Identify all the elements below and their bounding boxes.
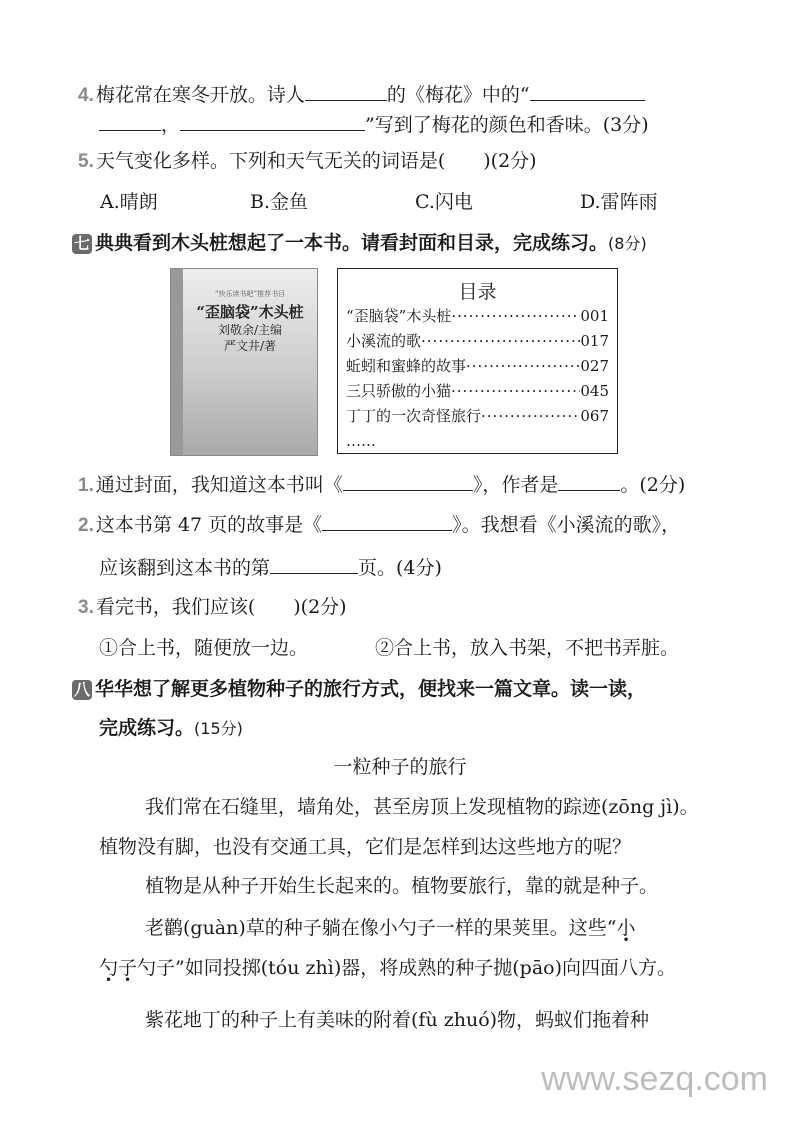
poet-blank[interactable]	[305, 80, 387, 101]
article-line: 勺子勺子”如同投掷(tóu zhì)器，将成熟的种子抛(pāo)向四面八方。	[99, 957, 676, 979]
poem-blank-1[interactable]	[530, 80, 645, 101]
section-badge: 八	[73, 679, 90, 699]
article-line: 紫花地丁的种子上有美味的附着(fù zhuó)物，蚂蚁们拖着种	[145, 1009, 650, 1031]
option-c[interactable]: C.闪电	[415, 191, 473, 213]
option-d[interactable]: D.雷阵雨	[580, 191, 658, 213]
option-1[interactable]: ①合上书，随便放一边。	[99, 637, 309, 659]
question-4: 4. 梅花常在寒冬开放。诗人 的《梅花》中的“	[78, 80, 645, 109]
story-blank[interactable]	[322, 510, 452, 531]
toc-row: 蚯蚓和蜜蜂的故事 ····· 027	[338, 354, 617, 379]
table-of-contents	[337, 268, 618, 454]
poem-blank-3[interactable]	[180, 110, 365, 131]
page-blank[interactable]	[270, 553, 358, 574]
option-a[interactable]: A.晴朗	[100, 191, 158, 213]
book-cover-image: “快乐读书吧”推荐书目 “歪脑袋”木头桩 刘敬余/主编 严文井/著	[170, 268, 318, 456]
toc-row: 丁丁的一次奇怪旅行 ····· 067	[338, 404, 617, 429]
option-2[interactable]: ②合上书，放入书架，不把书弄脏。	[375, 637, 680, 659]
section-8-heading: 八 华华想了解更多植物种子的旅行方式，便找来一篇文章。读一读，	[73, 678, 647, 700]
article-line: 植物是从种子开始生长起来的。植物要旅行，靠的就是种子。	[145, 875, 659, 897]
toc-row: 小溪流的歌 ····· 017	[338, 329, 617, 354]
poem-blank-2[interactable]	[99, 110, 161, 131]
section-8-heading-cont: 完成练习。(15分)	[99, 717, 243, 739]
article-line: 老鹳(guàn)草的种子躺在像小勺子一样的果荚里。这些“小	[145, 917, 636, 939]
section-7-heading: 七 典典看到木头桩想起了一本书。请看封面和目录，完成练习。(8分)	[73, 232, 647, 254]
s7-question-2-cont: 应该翻到这本书的第 页。(4分)	[99, 553, 442, 581]
s7-question-1: 1. 通过封面，我知道这本书叫《 》，作者是 。(2分)	[78, 470, 685, 499]
toc-heading: 目录	[458, 281, 497, 303]
question-5: 5. 天气变化多样。下列和天气无关的词语是( )(2分)	[78, 150, 537, 172]
s7-question-2: 2. 这本书第 47 页的故事是《 》。我想看《小溪流的歌》，	[78, 510, 680, 539]
book-spine	[171, 269, 183, 455]
question-4-cont: ， ”写到了梅花的颜色和香味。(3分)	[99, 110, 649, 138]
toc-row: 三只骄傲的小猫 ····· 045	[338, 379, 617, 404]
section-badge: 七	[73, 233, 90, 253]
article-line: 我们常在石缝里，墙角处，甚至房顶上发现植物的踪迹(zōng jì)。	[145, 796, 699, 818]
s7-question-3: 3. 看完书，我们应该( )(2分)	[78, 596, 347, 618]
toc-more: ……	[346, 432, 376, 450]
author-blank[interactable]	[558, 470, 620, 491]
article-line: 植物没有脚，也没有交通工具，它们是怎样到达这些地方的呢？	[99, 836, 632, 858]
article-title: 一粒种子的旅行	[333, 756, 467, 778]
toc-row: “歪脑袋”木头桩 ····· 001	[338, 304, 617, 329]
book-title-blank[interactable]	[343, 470, 473, 491]
watermark: www.sezq.com	[541, 1060, 768, 1098]
option-b[interactable]: B.金鱼	[250, 191, 309, 213]
